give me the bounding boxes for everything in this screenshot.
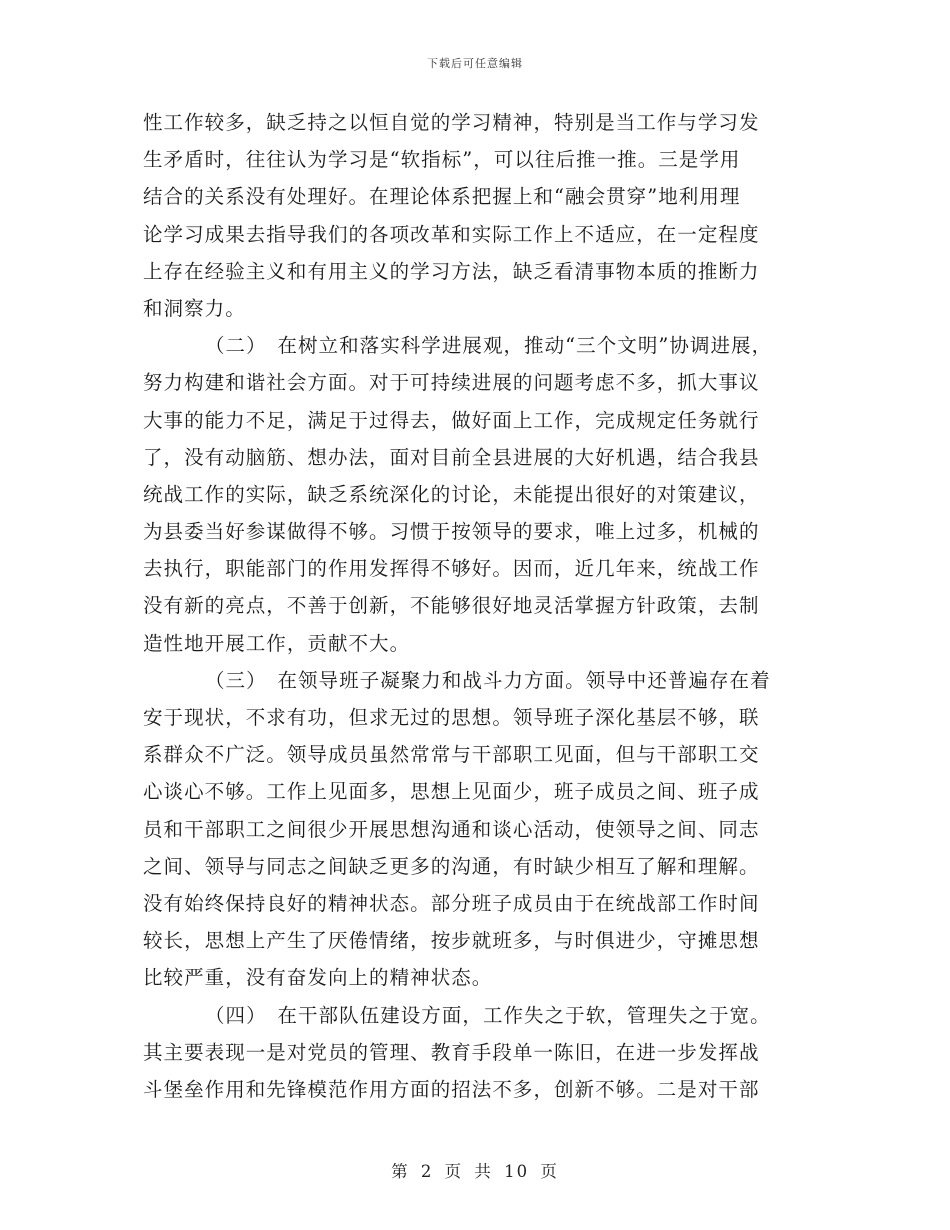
text-line: 没有始终保持良好的精神状态。部分班子成员由于在统战部工作时间 — [143, 891, 760, 915]
text-line: （二） 在树立和落实科学进展观，推动“三个文明”协调进展， — [205, 334, 773, 358]
text-line: 大事的能力不足，满足于过得去，做好面上工作，完成规定任务就行 — [143, 408, 760, 432]
text-line: 为县委当好参谋做得不够。习惯于按领导的要求，唯上过多，机械的 — [143, 520, 760, 544]
text-line: 较长，思想上产生了厌倦情绪，按步就班多，与时俱进少，守摊思想 — [143, 929, 760, 953]
text-line: 比较严重，没有奋发向上的精神状态。 — [143, 966, 493, 990]
text-line: （三） 在领导班子凝聚力和战斗力方面。领导中还普遍存在着 — [205, 668, 771, 692]
text-line: 性工作较多，缺乏持之以恒自觉的学习精神，特别是当工作与学习发 — [143, 111, 760, 134]
text-line: 斗堡垒作用和先锋模范作用方面的招法不多，创新不够。二是对干部 — [143, 1077, 760, 1101]
page-header-note: 下载后可任意编辑 — [427, 57, 523, 70]
text-line: 统战工作的实际，缺乏系统深化的讨论，未能提出很好的对策建议， — [143, 482, 760, 506]
page-number-footer: 第 2 页 共 10 页 — [391, 1162, 559, 1181]
text-line: 上存在经验主义和有用主义的学习方法，缺乏看清事物本质的推断力 — [143, 259, 760, 283]
text-line: 之间、领导与同志之间缺乏更多的沟通，有时缺少相互了解和理解。 — [143, 854, 760, 878]
text-line: 员和干部职工之间很少开展思想沟通和谈心活动，使领导之间、同志 — [143, 817, 760, 841]
text-line: 心谈心不够。工作上见面多，思想上见面少，班子成员之间、班子成 — [143, 780, 760, 804]
text-line: 和洞察力。 — [143, 296, 246, 320]
text-line: 生矛盾时，往往认为学习是“软指标”，可以往后推一推。三是学用 — [143, 148, 741, 172]
text-line: 了，没有动脑筋、想办法，面对目前全县进展的大好机遇，结合我县 — [143, 445, 760, 469]
text-line: 结合的关系没有处理好。在理论体系把握上和“融会贯穿”地利用理 — [143, 185, 741, 209]
text-line: 论学习成果去指导我们的各项改革和实际工作上不适应，在一定程度 — [143, 222, 760, 246]
text-line: 去执行，职能部门的作用发挥得不够好。因而，近几年来，统战工作 — [143, 557, 760, 581]
text-line: （四） 在干部队伍建设方面，工作失之于软，管理失之于宽。 — [205, 1003, 771, 1027]
text-line: 努力构建和谐社会方面。对于可持续进展的问题考虑不多，抓大事议 — [143, 371, 760, 395]
text-line: 安于现状，不求有功，但求无过的思想。领导班子深化基层不够，联 — [143, 706, 760, 729]
text-line: 造性地开展工作，贡献不大。 — [143, 631, 411, 655]
text-line: 其主要表现一是对党员的管理、教育手段单一陈旧，在进一步发挥战 — [143, 1040, 760, 1064]
document-body — [143, 104, 803, 1108]
text-line: 系群众不广泛。领导成员虽然常常与干部职工见面，但与干部职工交 — [143, 743, 760, 767]
text-line: 没有新的亮点，不善于创新，不能够很好地灵活掌握方针政策，去制 — [143, 594, 760, 618]
